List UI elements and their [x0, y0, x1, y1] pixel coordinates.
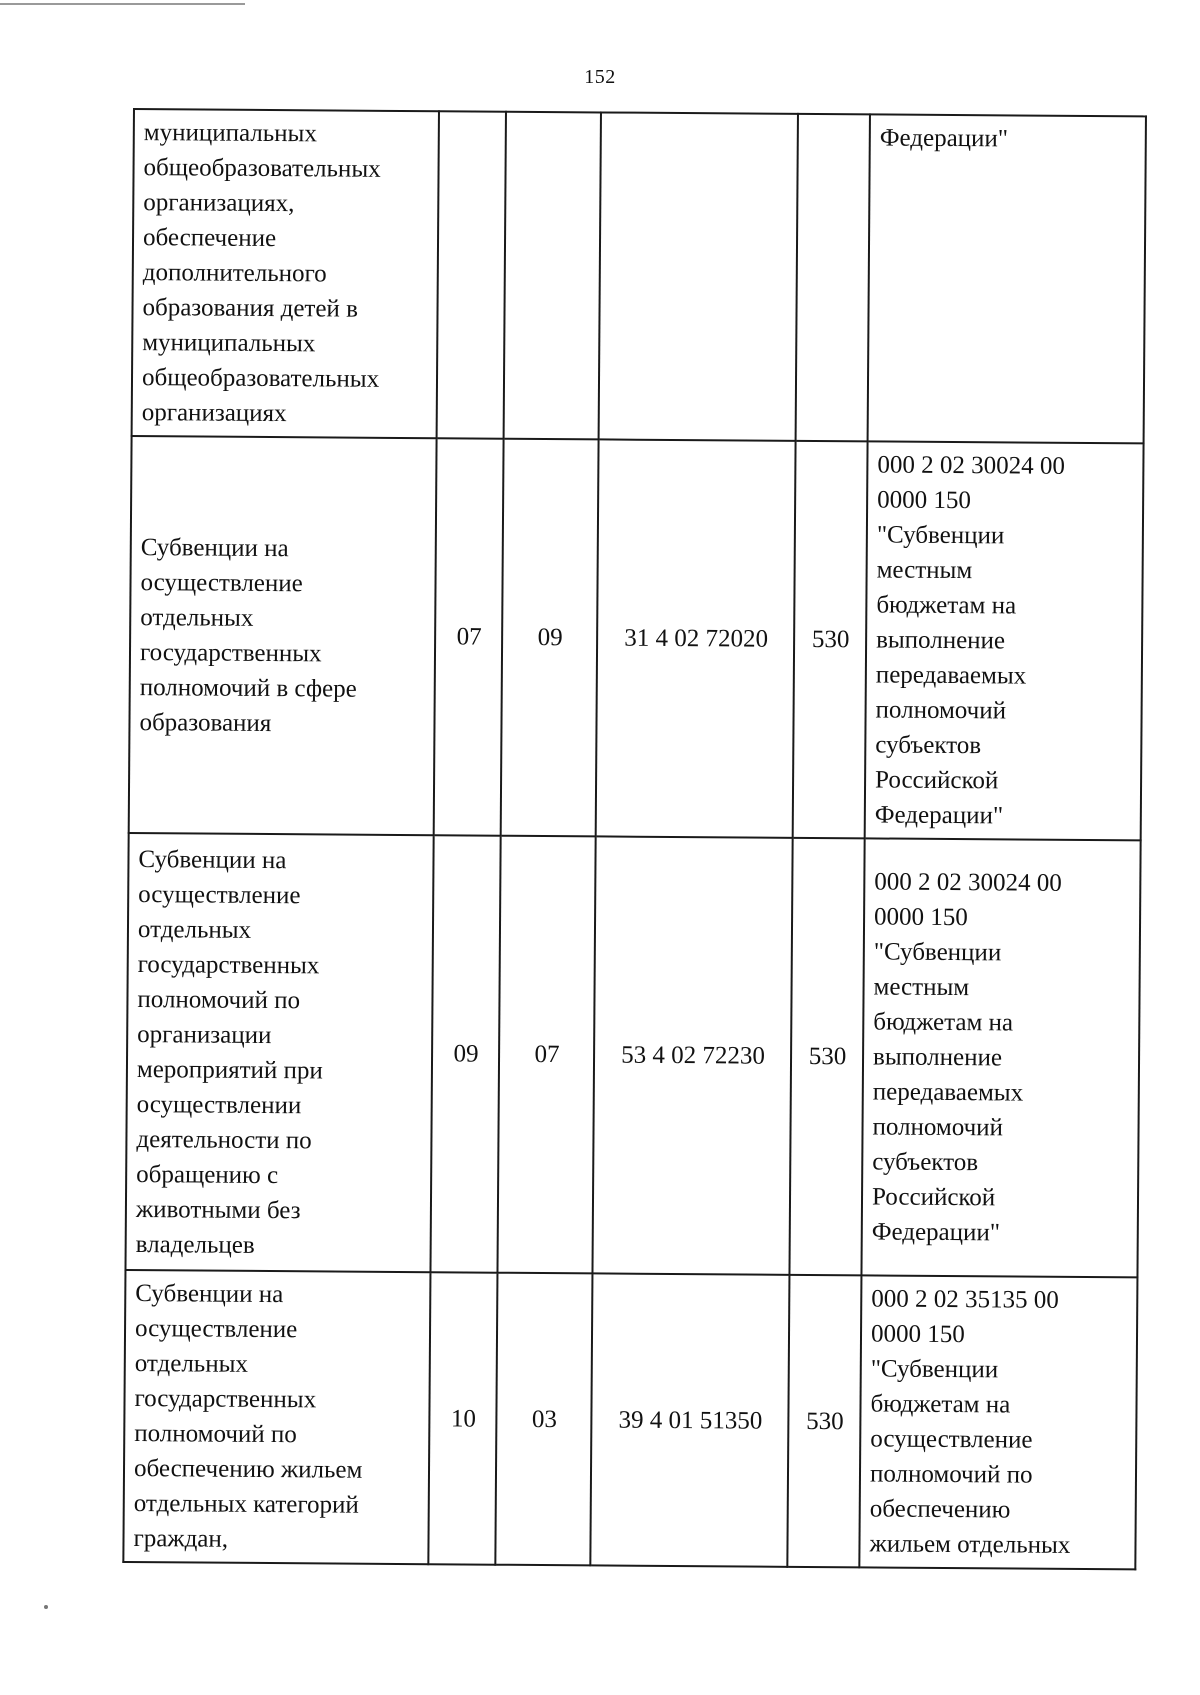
- cell-name: Субвенции на осуществление отдельных государственных полномочий по организации мероприятий при осуществлении деятельности по обращению с животными без владельцев: [125, 833, 433, 1272]
- cell-target-article: [599, 112, 798, 440]
- scan-speck: [44, 1605, 48, 1609]
- cell-razdel: 09: [430, 835, 500, 1272]
- cell-name: Субвенции на осуществление отдельных государственных полномочий по обеспечению жильем отдельных категорий граждан,: [123, 1270, 430, 1564]
- table-row: [125, 833, 1140, 1277]
- table-row: [132, 109, 1146, 443]
- cell-podrazdel: 07: [497, 836, 595, 1274]
- cell-podrazdel: [504, 112, 601, 440]
- cell-expense-type: [796, 114, 870, 442]
- cell-target-article: 53 4 02 72230: [592, 836, 792, 1274]
- cell-razdel: [437, 111, 506, 438]
- cell-revenue-source: 000 2 02 35135 00 0000 150 "Субвенции бюджетам на осуществление полномочий по обеспечению жильем отдельных: [859, 1275, 1137, 1569]
- table-row: [123, 1270, 1137, 1569]
- cell-podrazdel: 03: [495, 1273, 592, 1566]
- table-row: [129, 436, 1144, 840]
- cell-podrazdel: 09: [501, 439, 599, 837]
- cell-expense-type: 530: [793, 441, 868, 839]
- cell-name: муниципальных общеобразовательных организациях, обеспечение дополнительного образования детей в муниципальных общеобразовательных организациях: [132, 109, 439, 438]
- cell-target-article: 31 4 02 72020: [596, 439, 796, 837]
- scan-edge-mark: [0, 3, 245, 5]
- cell-expense-type: 530: [787, 1275, 861, 1568]
- cell-razdel: 07: [434, 438, 504, 835]
- cell-expense-type: 530: [789, 838, 864, 1276]
- cell-razdel: 10: [428, 1272, 497, 1564]
- cell-name: Субвенции на осуществление отдельных государственных полномочий в сфере образования: [129, 436, 437, 835]
- cell-revenue-source: 000 2 02 30024 00 0000 150 "Субвенции местным бюджетам на выполнение передаваемых полномочий субъектов Российской Федерации": [865, 441, 1144, 840]
- cell-revenue-source: Федерации": [868, 114, 1146, 443]
- cell-target-article: 39 4 01 51350: [590, 1273, 789, 1566]
- cell-revenue-source: 000 2 02 30024 00 0000 150 "Субвенции местным бюджетам на выполнение передаваемых полномочий субъектов Российской Федерации": [861, 838, 1140, 1277]
- budget-table: [122, 108, 1147, 1570]
- page-number: 152: [584, 66, 616, 88]
